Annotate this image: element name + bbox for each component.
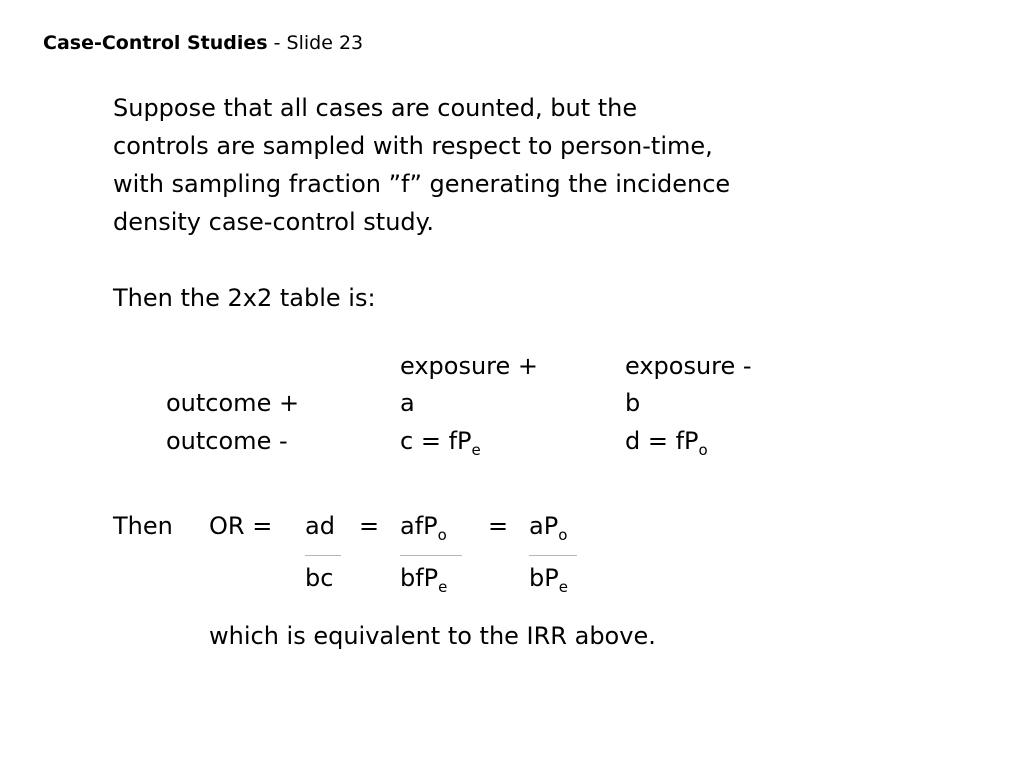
title-separator: - [267, 32, 287, 54]
formula-or-equals: OR = [209, 512, 273, 540]
fraction-bar [400, 555, 462, 556]
slide-title: Case-Control Studies [43, 32, 268, 54]
intro-line: controls are sampled with respect to person-time, [113, 132, 713, 160]
slide-number: Slide 23 [286, 32, 364, 54]
intro-line: density case-control study. [113, 208, 435, 236]
table-cell-c: $c = fP_e$ [400, 427, 481, 459]
table-intro: Then the 2x2 table is: [113, 284, 376, 312]
formula-denominator-bfpe: bfP$_e$ [400, 564, 448, 596]
table-header-exposure-minus: exposure - [625, 352, 752, 380]
fraction-bar [529, 555, 577, 556]
formula-numerator-apo: $aP_o$ [529, 512, 568, 544]
table-cell-a: a [400, 389, 415, 417]
table-row-label-outcome-plus: outcome + [166, 389, 300, 417]
formula-then: Then [113, 512, 173, 540]
fraction-bar [305, 555, 341, 556]
intro-paragraph [113, 89, 730, 241]
formula-denominator-bc: bc [305, 564, 334, 592]
intro-line: with sampling fraction ”f” generating the incidence [113, 170, 731, 198]
table-row-label-outcome-minus: outcome - [166, 427, 288, 455]
formula-numerator-afpo: afP$_o$ [400, 512, 447, 544]
formula-equals-2: = [359, 512, 380, 540]
table-cell-d: $d = fP_o$ [625, 427, 708, 459]
intro-line: Suppose that all cases are counted, but the [113, 94, 638, 122]
table-header-exposure-plus: exposure + [400, 352, 539, 380]
formula-numerator-ad: ad [305, 512, 335, 540]
conclusion-text: which is equivalent to the IRR above. [209, 622, 656, 650]
slide-header [43, 32, 363, 54]
table-cell-b: b [625, 389, 641, 417]
formula-denominator-bpe: $bP_e$ [529, 564, 568, 596]
formula-equals-3: = [488, 512, 509, 540]
